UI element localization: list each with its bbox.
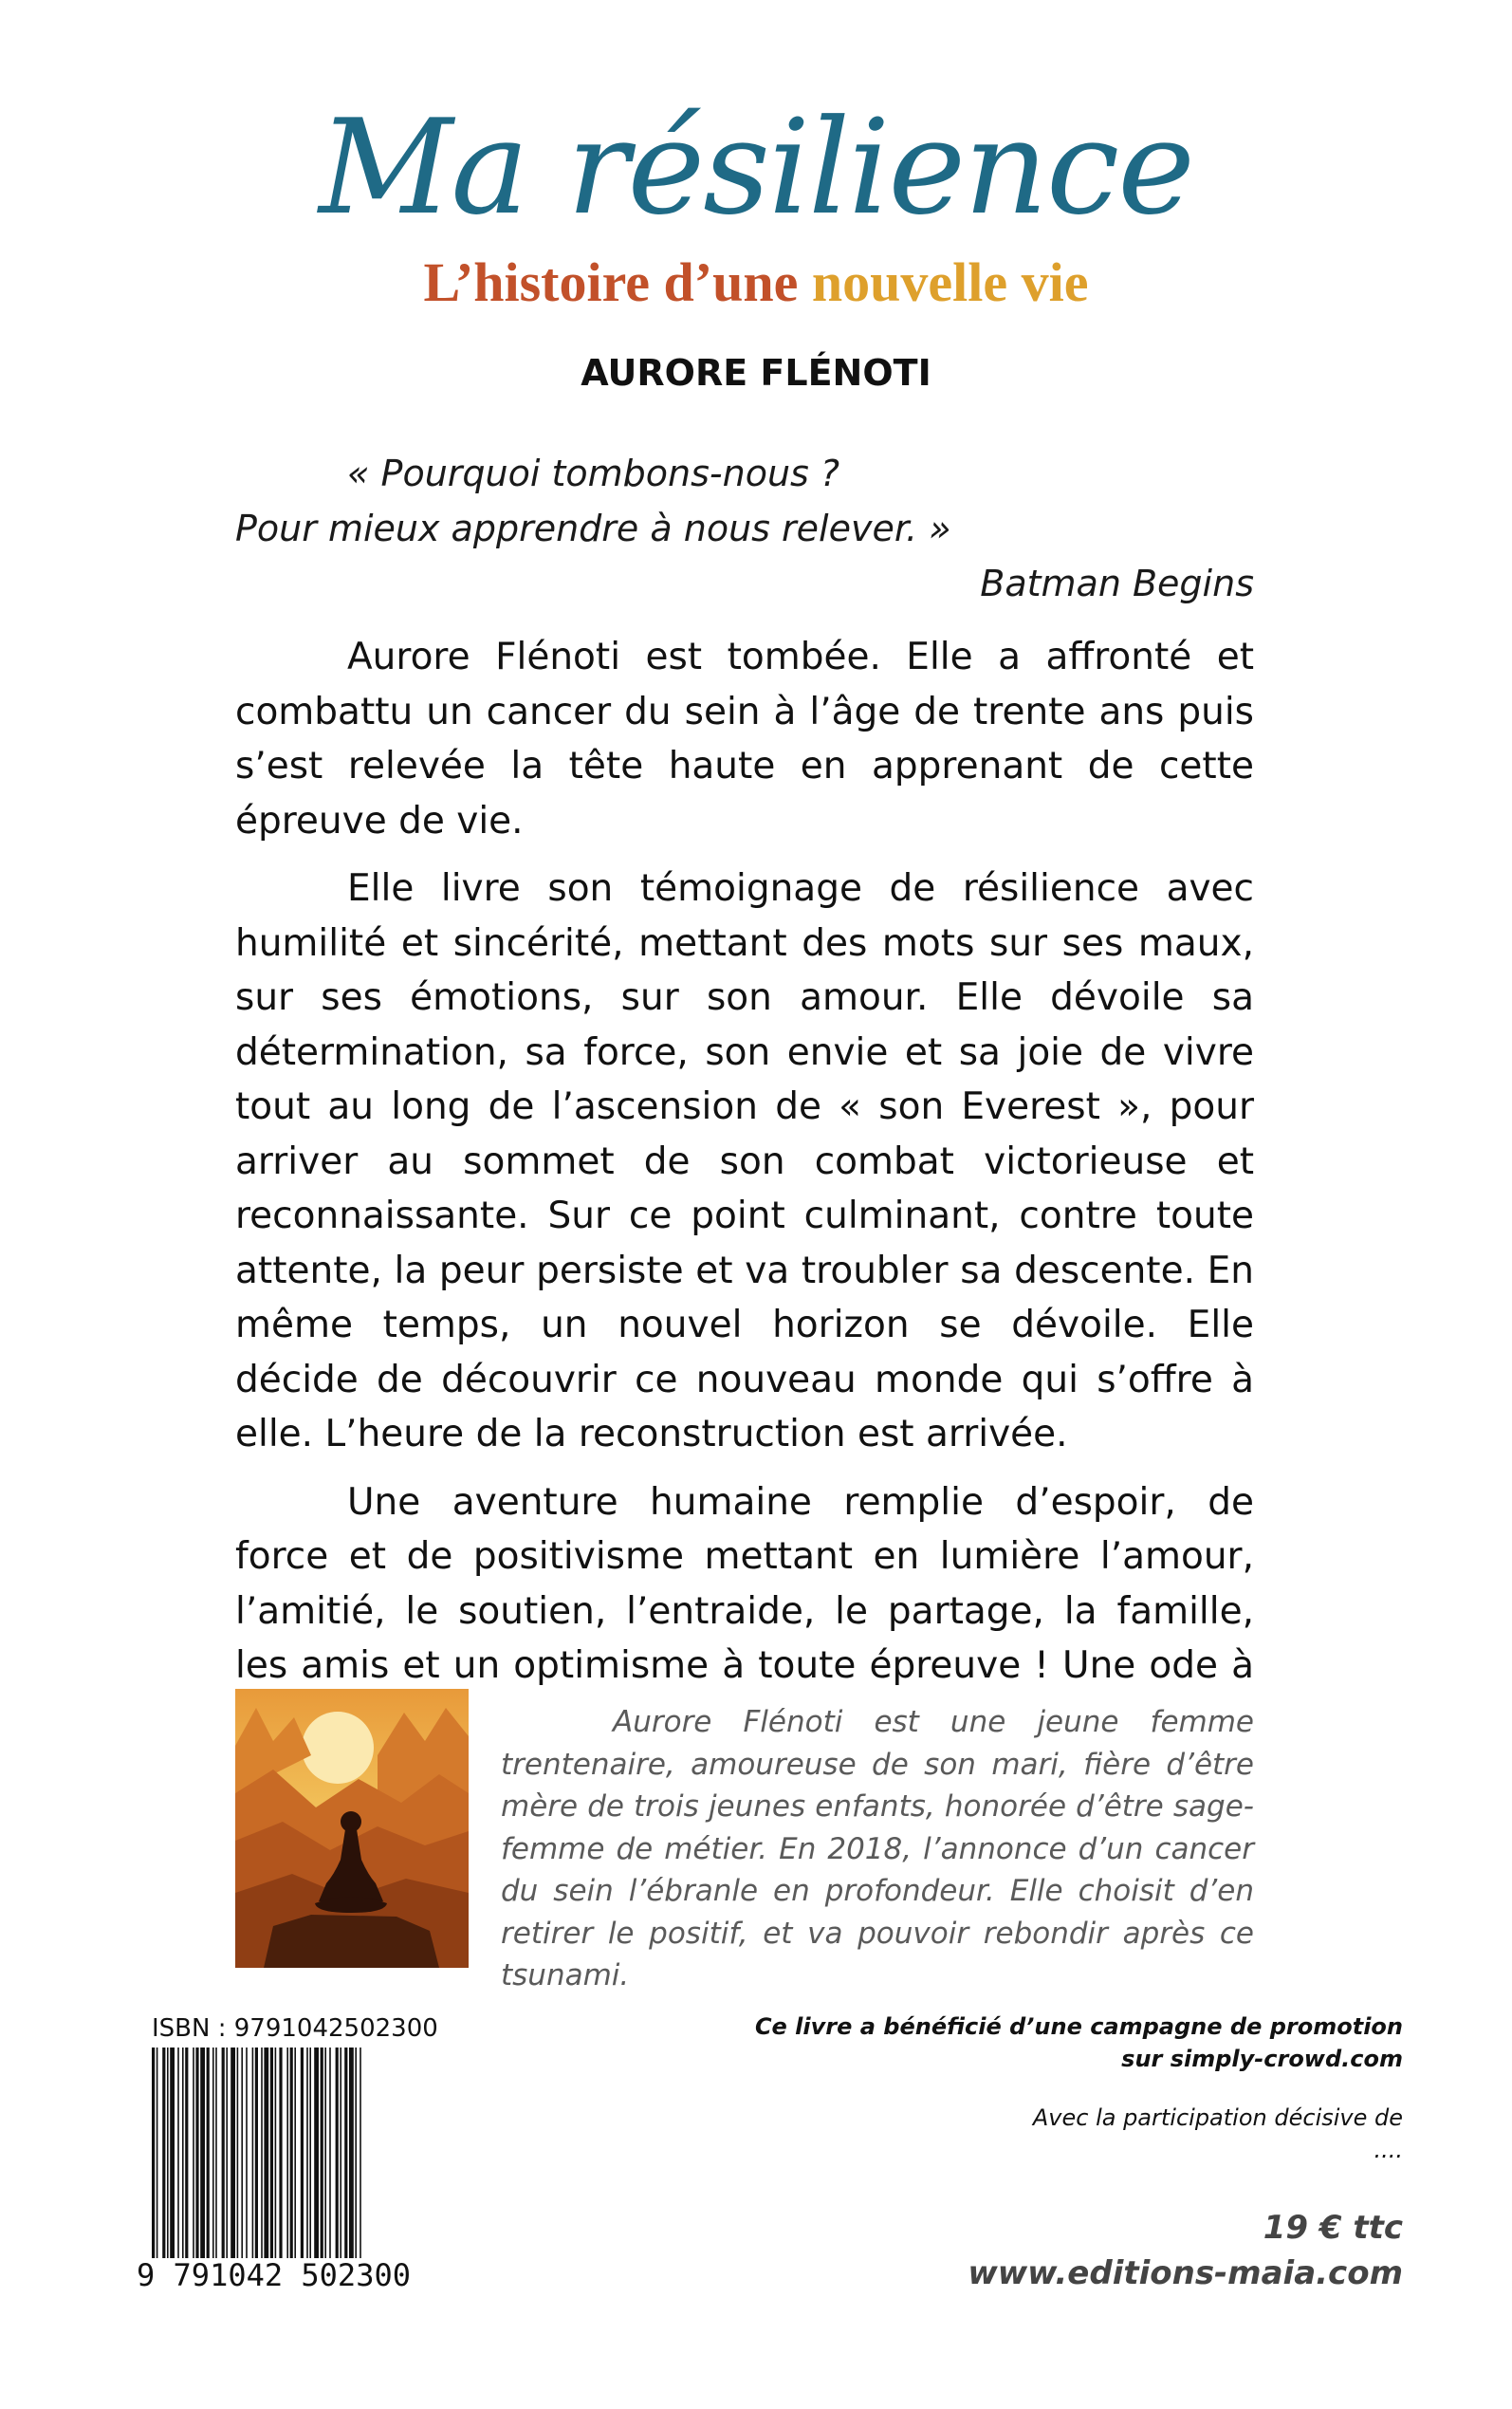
promotion-line-2: sur simply-crowd.com (1121, 2046, 1403, 2072)
promotion-note (739, 2011, 1403, 2075)
isbn-barcode (150, 2048, 440, 2258)
participation-line-2: .... (1374, 2137, 1403, 2163)
book-subtitle (0, 250, 1512, 316)
publisher-website: www.editions-maia.com (968, 2254, 1403, 2292)
epigraph-line-2: Pour mieux apprendre à nous relever. » (235, 508, 951, 549)
epigraph-line-1: « Pourquoi tombons-nous ? (347, 453, 840, 494)
epigraph (235, 446, 1254, 611)
barcode-digits: 9 791042 502300 (137, 2257, 411, 2293)
participation-note (739, 2102, 1403, 2166)
summary-paragraph-2: Elle livre son témoignage de résilience avec humilité et sincérité, mettant des mots sur ses maux, sur ses émotions, sur son amour. Elle dévoile sa détermination, sa force, son envie et sa joie de vivre tout au long de l’ascension de « son Everest », pour arriver au sommet de son combat victorieuse et reconnaissante. Sur ce point culminant, contre toute attente, la peur persiste et va troubler sa descente. En même temps, un nouvel horizon se dévoile. Elle décide de découvrir ce nouveau monde qui s’offre à elle. L’heure de la reconstruction est arrivée. (235, 867, 1254, 1455)
isbn-label: ISBN : 9791042502300 (152, 2014, 438, 2043)
author-bio: Aurore Flénoti est une jeune femme trentenaire, amoureuse de son mari, fière d’être mère de trois jeunes enfants, honorée d’être sage-femme de métier. En 2018, l’annonce d’un cancer du sein l’ébranle en profondeur. Elle choisit d’en retirer le positif, et va pouvoir rebondir après ce tsunami. (501, 1705, 1254, 1992)
promotion-line-1: Ce livre a bénéficié d’une campagne de promotion (754, 2013, 1403, 2040)
meditation-sunset-illustration (235, 1689, 469, 1968)
participation-line-1: Avec la participation décisive de (1032, 2104, 1403, 2131)
epigraph-source: Batman Begins (980, 563, 1254, 604)
author-name: AURORE FLÉNOTI (581, 352, 931, 394)
book-price: 19 € ttc (1263, 2209, 1403, 2247)
subtitle-part-2: nouvelle vie (811, 251, 1089, 313)
summary-paragraph-3: Une aventure humaine remplie d’espoir, de force et de positivisme mettant en lumière l’amour, l’amitié, le soutien, l’entraide, le partage, la famille, les amis et un optimisme à toute épreuve ! Une ode à (235, 1480, 1254, 1687)
subtitle-part-1: L’histoire d’une (423, 251, 799, 313)
summary-paragraph-1: Aurore Flénoti est tombée. Elle a affronté et combattu un cancer du sein à l’âge de trente ans puis s’est relevée la tête haute en apprenant de cette épreuve de vie. (235, 636, 1254, 843)
book-summary (235, 630, 1254, 1761)
book-title: Ma résilience (319, 91, 1193, 244)
